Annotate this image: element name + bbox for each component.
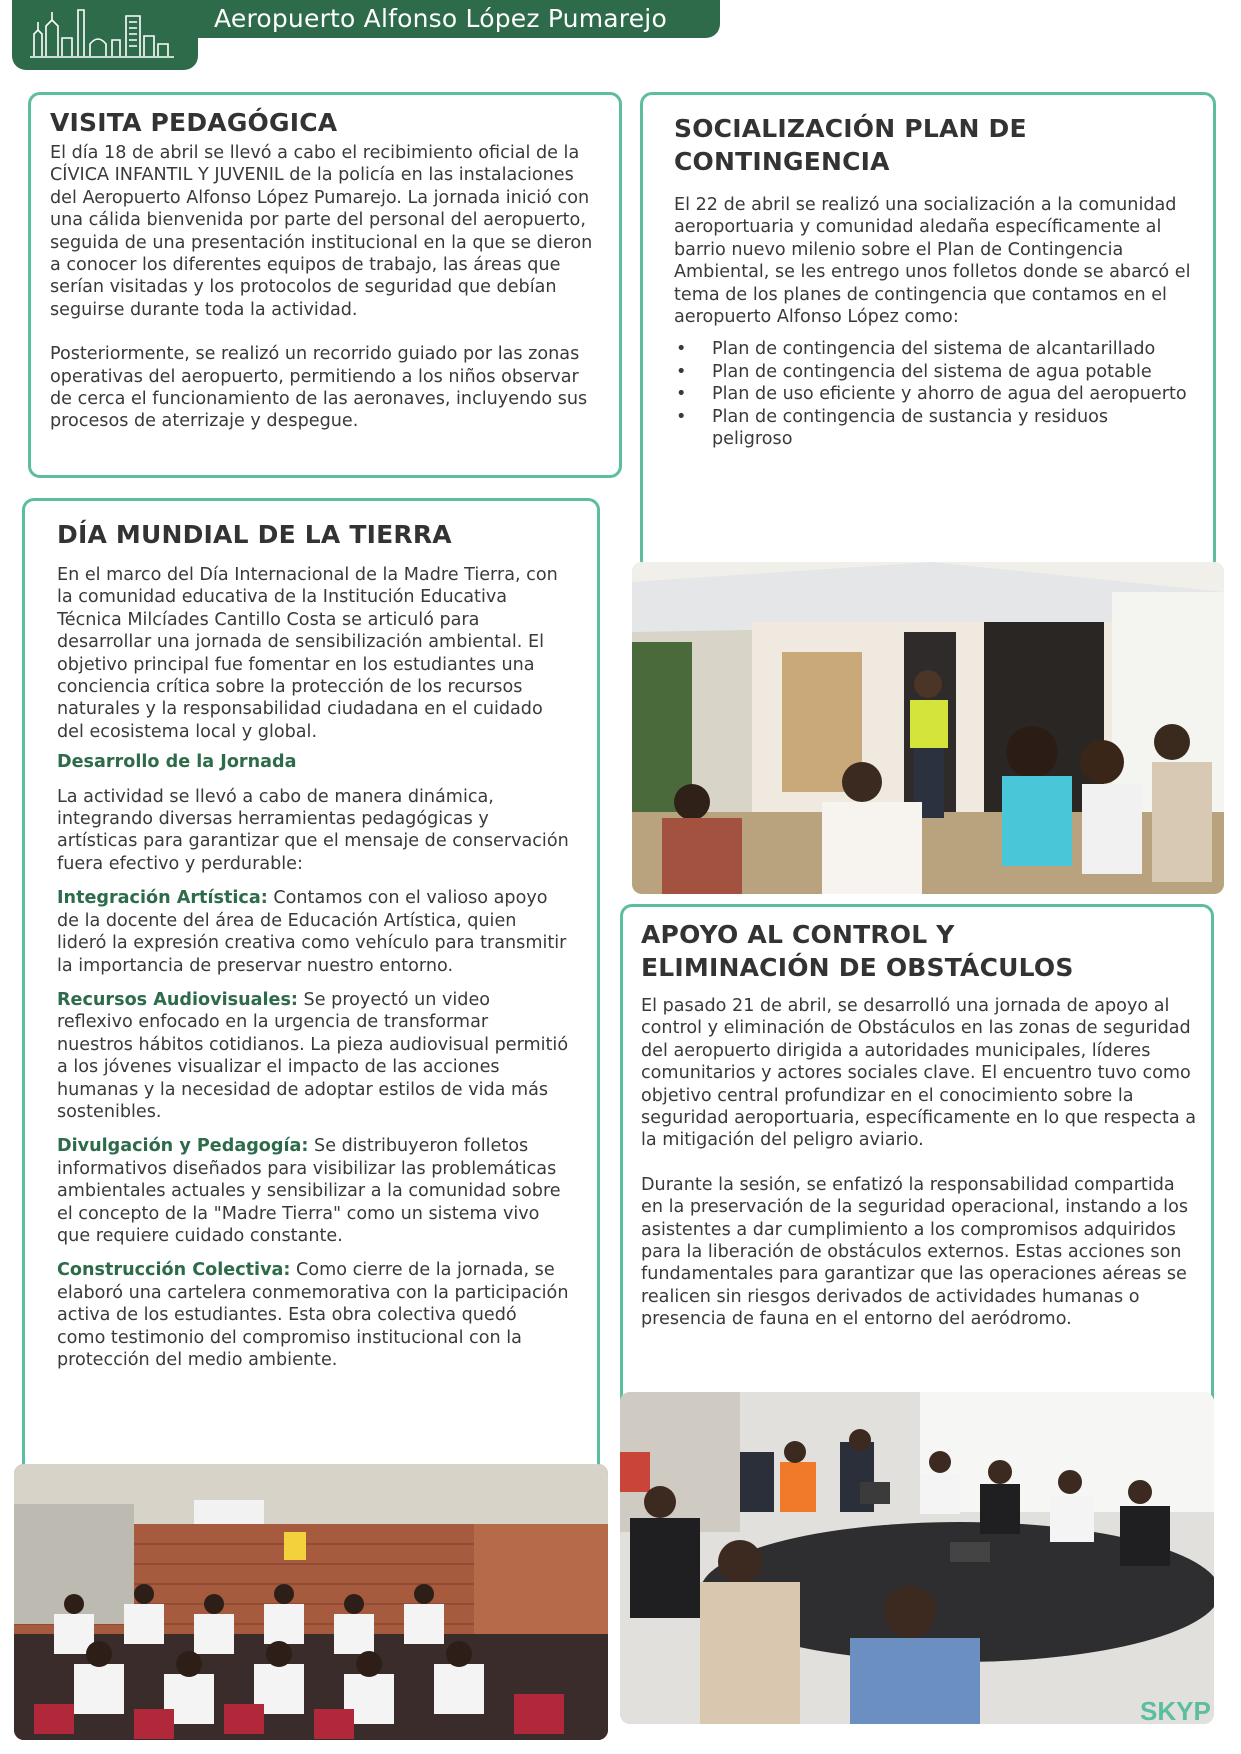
tierra-item-3 <box>57 1135 569 1247</box>
tierra-item-1-label: Integración Artística: <box>57 888 268 909</box>
classroom-students-photo <box>14 1464 608 1740</box>
tierra-item-3-label: Divulgación y Pedagogía: <box>57 1136 309 1157</box>
visita-title: VISITA PEDAGÓGICA <box>50 108 338 137</box>
list-item: • Plan de contingencia del sistema de agua potable <box>674 361 1194 383</box>
tierra-item-3-text: Se distribuyeron folletos informativos diseñados para visibilizar las problemáticas ambientales actuales y sensibilizar a la comunidad sobre el concepto de la "Madre Tierra" como un sistema vivo que requiere cuidado constante. <box>57 1136 561 1246</box>
tierra-item-4-text: Como cierre de la jornada, se elaboró una cartelera conmemorativa con la participación activa de los estudiantes. Esta obra colectiva quedó como testimonio del compromiso institucional con la protección del medio ambiente. <box>57 1260 569 1370</box>
tierra-item-1 <box>57 887 569 977</box>
tierra-item-2-label: Recursos Audiovisuales: <box>57 989 298 1010</box>
socializacion-title <box>674 112 1027 178</box>
tierra-subheading: Desarrollo de la Jornada <box>57 752 297 773</box>
socializacion-body <box>674 194 1194 450</box>
apoyo-title-line-1: APOYO AL CONTROL Y <box>641 920 955 949</box>
socializacion-paragraph: El 22 de abril se realizó una socialización a la comunidad aeroportuaria y comunidad aledaña específicamente al barrio nuevo milenio sobre el Plan de Contingencia Ambiental, se les entrego unos folletos donde se abarcó el tema de los planes de contingencia que contamos en el aeropuerto Alfonso López como: <box>674 195 1191 328</box>
list-item: • Plan de uso eficiente y ahorro de agua del aeropuerto <box>674 383 1194 405</box>
apoyo-paragraph-2: Durante la sesión, se enfatizó la responsabilidad compartida en la preservación de la seguridad operacional, instando a los asistentes a dar cumplimiento a los compromisos adquiridos para la liberación de obstáculos externos. Estas acciones son fundamentales para garantizar que las operaciones aéreas se realicen sin riesgos derivados de actividades humanas o presencia de fauna en el entorno del aeródromo. <box>641 1174 1188 1330</box>
header-title: Aeropuerto Alfonso López Pumarejo <box>214 4 667 33</box>
contingency-plan-list <box>674 338 1194 450</box>
tierra-item-4-label: Construcción Colectiva: <box>57 1260 291 1281</box>
tierra-paragraph-1: En el marco del Día Internacional de la Madre Tierra, con la comunidad educativa de la Institución Educativa Técnica Milcíades Cantillo Costa se articuló para desarrollar una jornada de sensibilización ambiental. El objetivo principal fue fomentar en los estudiantes una conciencia crítica sobre la protección de los recursos naturales y la responsabilidad ciudadana en el cuidado del ecosistema local y global. <box>57 565 558 742</box>
tierra-paragraph-2: La actividad se llevó a cabo de manera dinámica, integrando diversas herramientas pedagógicas y artísticas para garantizar que el mensaje de conservación fuera efectivo y perdurable: <box>57 786 569 874</box>
tierra-body <box>57 564 569 1371</box>
visita-body <box>50 142 598 433</box>
city-skyline-icon <box>28 4 178 64</box>
visita-paragraph-1: El día 18 de abril se llevó a cabo el recibimiento oficial de la CÍVICA INFANTIL Y JUVENIL de la policía en las instalaciones del Aeropuerto Alfonso López Pumarejo. La jornada inició con una cálida bienvenida por parte del personal del aeropuerto, seguida de una presentación institucional en la que se dieron a conocer los diferentes equipos de trabajo, las áreas que serían visitadas y los protocolos de seguridad que debían seguirse durante toda la actividad. <box>50 143 593 320</box>
round-table-meeting-photo <box>620 1392 1214 1724</box>
tierra-item-2-text: Se proyectó un video reflexivo enfocado en la urgencia de transformar nuestros hábitos cotidianos. La pieza audiovisual permitió a los jóvenes visualizar el impacto de las acciones humanas y la necesidad de adoptar estilos de vida más sostenibles. <box>57 989 569 1122</box>
list-item: • Plan de contingencia de sustancia y residuos peligroso <box>674 406 1194 451</box>
apoyo-title-line-2: ELIMINACIÓN DE OBSTÁCULOS <box>641 953 1074 982</box>
visita-paragraph-2: Posteriormente, se realizó un recorrido guiado por las zonas operativas del aeropuerto, permitiendo a los niños observar de cerca el funcionamiento de las aeronaves, incluyendo sus procesos de aterrizaje y despegue. <box>50 344 588 432</box>
apoyo-body <box>641 995 1201 1331</box>
socializacion-title-line-2: CONTINGENCIA <box>674 147 890 176</box>
community-meeting-photo <box>632 562 1224 894</box>
apoyo-paragraph-1: El pasado 21 de abril, se desarrolló una jornada de apoyo al control y eliminación de Obstáculos en las zonas de seguridad del aeropuerto dirigida a autoridades municipales, líderes comunitarios y actores sociales clave. El encuentro tuvo como objetivo central profundizar en el conocimiento sobre la seguridad aeroportuaria, específicamente en lo que respecta a la mitigación del peligro aviario. <box>641 996 1197 1151</box>
tierra-item-4 <box>57 1259 569 1371</box>
socializacion-title-line-1: SOCIALIZACIÓN PLAN DE <box>674 114 1027 143</box>
photo-watermark: SKYP <box>1140 1696 1211 1724</box>
tierra-item-1-text: Contamos con el valioso apoyo de la docente del área de Educación Artística, quien lideró la expresión creativa como vehículo para transmitir la importancia de preservar nuestro entorno. <box>57 888 567 976</box>
tierra-item-2 <box>57 989 569 1123</box>
tierra-title: DÍA MUNDIAL DE LA TIERRA <box>57 520 452 549</box>
list-item: • Plan de contingencia del sistema de alcantarillado <box>674 338 1194 360</box>
apoyo-title <box>641 918 1074 984</box>
